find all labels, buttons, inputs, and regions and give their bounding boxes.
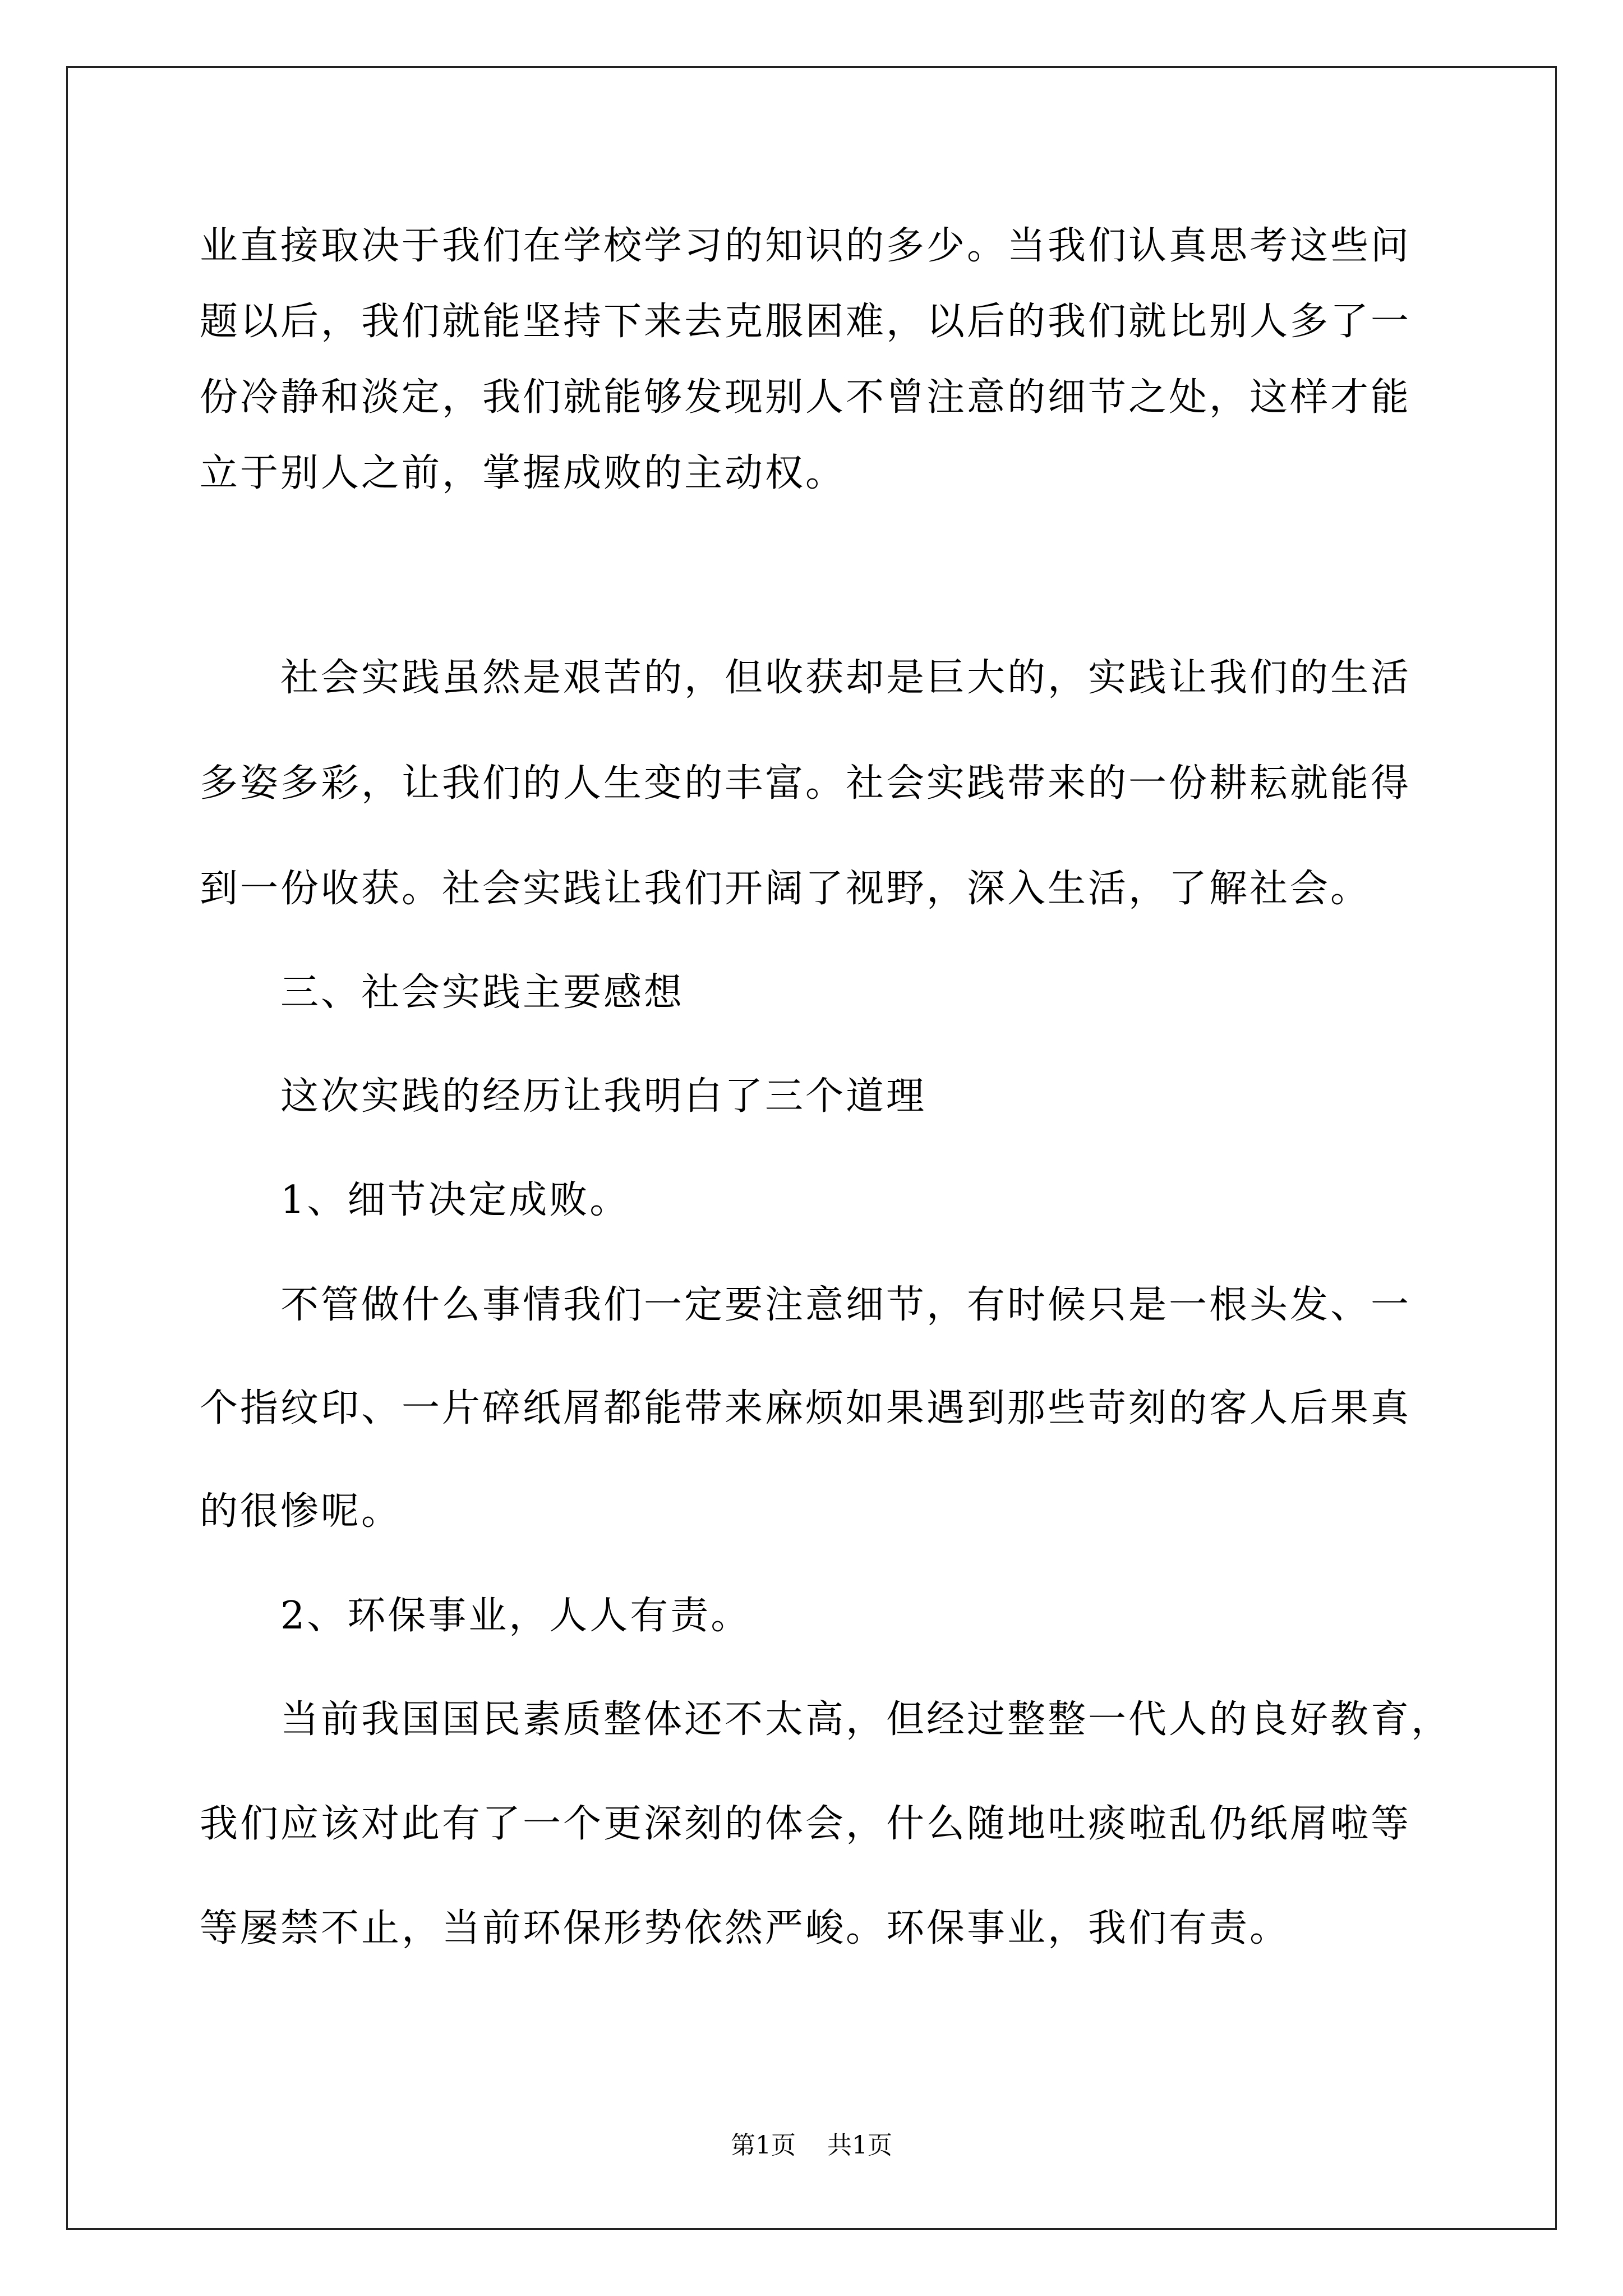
list-item-heading: 1、细节决定成败。 [280,1178,630,1222]
text-line: 这次实践的经历让我明白了三个道理 [280,1074,927,1119]
text-line: 的很惨呢。 [200,1489,402,1534]
text-line: 我们应该对此有了一个更深刻的体会，什么随地吐痰啦乱仍纸屑啦等 [200,1802,1412,1846]
list-item-heading: 2、环保事业，人人有责。 [280,1594,751,1638]
page-number: 第1页 [731,2131,796,2160]
text-line: 个指纹印、一片碎纸屑都能带来麻烦如果遇到那些苛刻的客人后果真 [200,1386,1412,1430]
page-footer [0,2129,1623,2162]
text-line: 社会实践虽然是艰苦的，但收获却是巨大的，实践让我们的生活 [280,656,1412,700]
text-line: 不管做什么事情我们一定要注意细节，有时候只是一根头发、一 [280,1283,1412,1327]
text-line: 题以后，我们就能坚持下来去克服困难，以后的我们就比别人多了一 [200,300,1412,344]
text-line: 份冷静和淡定，我们就能够发现别人不曾注意的细节之处，这样才能 [200,375,1412,420]
page-total: 共1页 [827,2131,892,2160]
section-heading: 三、社会实践主要感想 [280,970,685,1015]
text-line: 立于别人之前，掌握成败的主动权。 [200,451,846,495]
text-line: 到一份收获。社会实践让我们开阔了视野，深入生活，了解社会。 [200,867,1371,911]
text-line: 业直接取决于我们在学校学习的知识的多少。当我们认真思考这些问 [200,224,1412,268]
text-line: 当前我国国民素质整体还不太高，但经过整整一代人的良好教育， [280,1697,1452,1742]
text-line: 等屡禁不止，当前环保形势依然严峻。环保事业，我们有责。 [200,1906,1290,1950]
text-line: 多姿多彩，让我们的人生变的丰富。社会实践带来的一份耕耘就能得 [200,761,1412,806]
